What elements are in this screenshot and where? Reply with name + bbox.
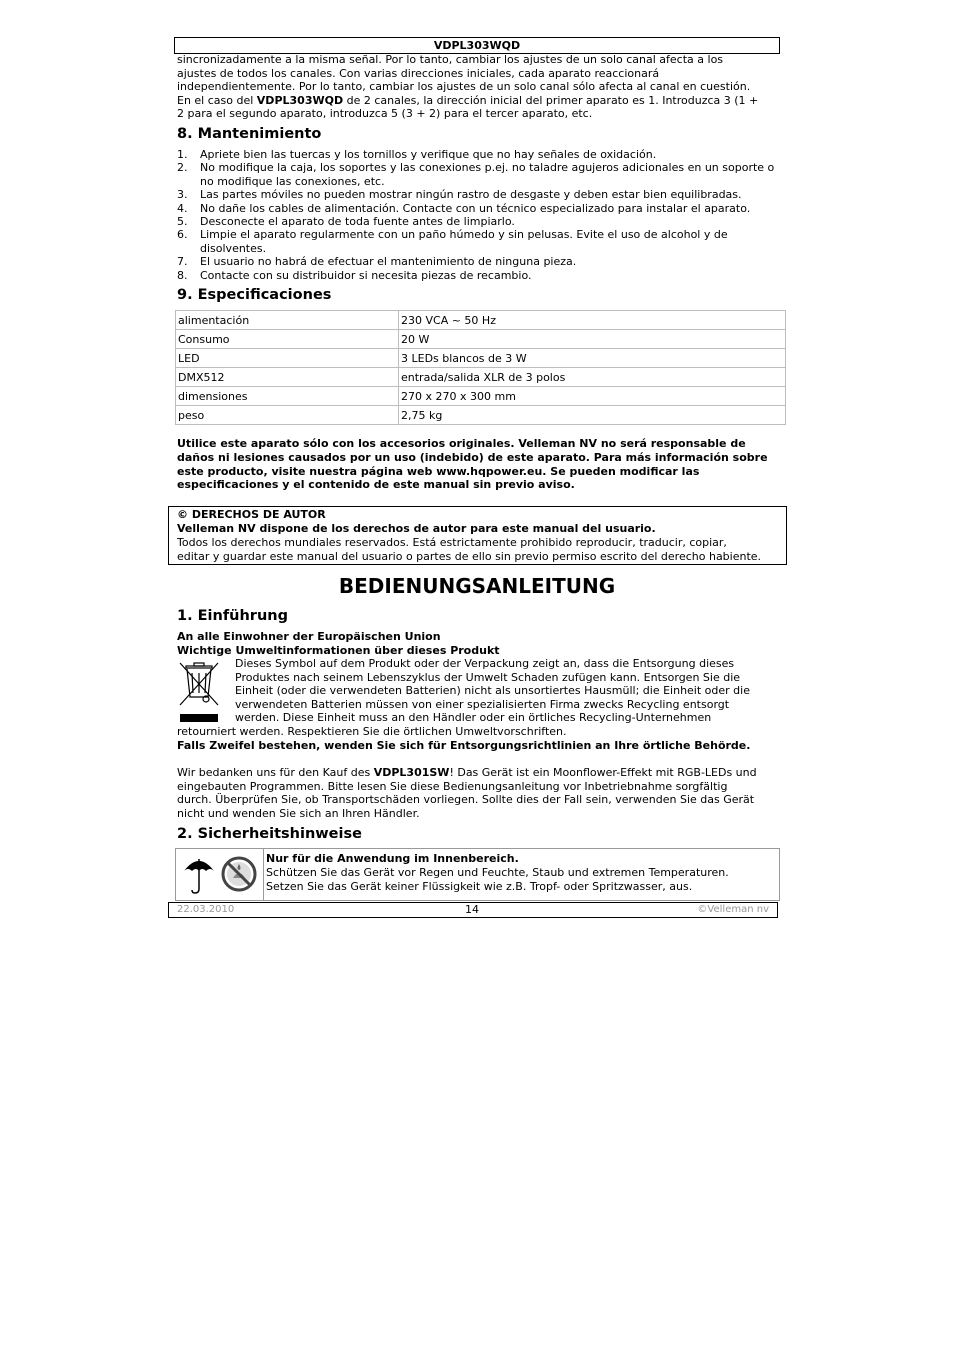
spec-key: peso (176, 406, 399, 425)
table-row (176, 311, 786, 330)
spec-value: 3 LEDs blancos de 3 W (399, 349, 786, 368)
document-header (174, 37, 780, 54)
list-item (177, 255, 777, 268)
table-row (176, 387, 786, 406)
intro-line: independientemente. Por lo tanto, cambiar los ajustes de un solo canal sólo afecta al canal en cuestión. (177, 80, 751, 94)
manual-heading: BEDIENUNGSANLEITUNG (338, 574, 616, 598)
list-item-number: 6. (177, 228, 188, 242)
spec-value: 2,75 kg (399, 406, 786, 425)
intro-line: sincronizadamente a la misma señal. Por lo tanto, cambiar los ajustes de un solo canal afecta a los (177, 53, 724, 66)
list-item-number: 4. (177, 201, 188, 215)
spec-value: 270 x 270 x 300 mm (399, 387, 786, 406)
page-number: 14 (465, 903, 479, 916)
list-item-number: 2. (177, 161, 188, 175)
table-row (176, 406, 786, 425)
maintenance-list (177, 148, 777, 282)
section-title-introduction: 1. Einführung (177, 608, 288, 624)
list-item-text: Limpie el aparato regularmente con un paño húmedo y sin pelusas. Evite el uso de alcohol y de disolventes. (200, 228, 728, 255)
list-item (177, 228, 777, 255)
list-item-text: Contacte con su distribuidor si necesita piezas de recambio. (200, 268, 532, 282)
intro-line: ajustes de todos los canales. Con varias direcciones iniciales, cada aparato reaccionará (177, 66, 660, 80)
table-row (176, 368, 786, 387)
list-item (177, 188, 777, 201)
safety-box: Nur für die Anwendung im Innenbereich. Schützen Sie das Gerät vor Regen und Feuchte, Staub und extremen Temperaturen. Setzen Sie das Gerät keiner Flüssigkeit wie z.B. Tropf- oder Spritzwasser, aus. (175, 848, 780, 901)
eu-notice: An alle Einwohner der Europäischen Union Wichtige Umweltinformationen über dieses Produkt (177, 630, 500, 657)
list-item-number: 8. (177, 268, 188, 282)
model-name: VDPL303WQD (433, 39, 521, 52)
table-row (176, 330, 786, 349)
list-item (177, 202, 777, 215)
list-item (177, 269, 777, 282)
copyright-box: © DERECHOS DE AUTOR Velleman NV dispone de los derechos de autor para este manual del usuario. Todos los derechos mundiales reservados. Está estrictamente prohibido reproducir, traducir, copiar, editar y guardar este manual del usuario o partes de ello sin previo permiso escrito del derecho habiente. (168, 506, 787, 565)
section-title-safety: 2. Sicherheitshinweise (177, 826, 362, 842)
copyright-title: © DERECHOS DE AUTOR (177, 508, 326, 521)
page-footer (168, 902, 778, 918)
weee-text-block: Dieses Symbol auf dem Produkt oder der Verpackung zeigt an, dass die Entsorgung dieses Produktes nach seinem Lebenszyklus der Umwelt Schaden zufügen kann. Entsorgen Sie die Einheit (oder die verwendeten Batterien) nicht als unsortiertes Hausmüll; die Einheit oder die verwendeten Batterien müssen von einer spezialisierten Firma zwecks Recycling entsorgt werden. Diese Einheit muss an den Händler oder ein örtliches Recycling-Unternehmen (235, 657, 750, 725)
section-title-maintenance: 8. Mantenimiento (177, 126, 322, 142)
list-item (177, 215, 777, 228)
list-item-text: No dañe los cables de alimentación. Contacte con un técnico especializado para instalar el aparato. (200, 201, 751, 215)
section-title-specifications: 9. Especificaciones (177, 287, 332, 303)
list-item (177, 148, 777, 161)
list-item-number: 7. (177, 255, 188, 269)
spec-value: 230 VCA ~ 50 Hz (399, 311, 786, 330)
spec-key: LED (176, 349, 399, 368)
specifications-table (175, 310, 786, 425)
spec-key: alimentación (176, 311, 399, 330)
list-item-number: 1. (177, 148, 188, 161)
weee-bin-icon (178, 659, 220, 723)
list-item-text: Desconecte el aparato de toda fuente antes de limpiarlo. (200, 215, 515, 229)
list-item-number: 3. (177, 188, 188, 202)
footer-date: 22.03.2010 (177, 904, 235, 915)
usage-notice: Utilice este aparato sólo con los accesorios originales. Velleman NV no será responsable de daños ni lesiones causados por un uso (indebido) de este aparato. Para más información sobre este producto, visite nuestra página web www.hqpower.eu. Se pueden modificar las especificaciones y el contenido de este manual sin previo aviso. (177, 437, 768, 492)
list-item-text: Apriete bien las tuercas y los tornillos y verifique que no hay señales de oxidación. (200, 148, 657, 161)
spec-value: entrada/salida XLR de 3 polos (399, 368, 786, 387)
list-item-text: No modifique la caja, los soportes y las conexiones p.ej. no taladre agujeros adicionales en un soporte o no modifique las conexiones, etc. (200, 161, 775, 188)
no-water-icon (221, 856, 257, 892)
table-row (176, 349, 786, 368)
intro-line: 2 para el segundo aparato, introduzca 5 (3 + 2) para el tercer aparato, etc. (177, 107, 593, 121)
spec-key: DMX512 (176, 368, 399, 387)
intro-line: En el caso del VDPL303WQD de 2 canales, la dirección inicial del primer aparato es 1. Introduzca 3 (1 + (177, 93, 759, 107)
spec-key: dimensiones (176, 387, 399, 406)
thank-you-paragraph: Wir bedanken uns für den Kauf des VDPL301SW! Das Gerät ist ein Moonflower-Effekt mit RGB-LEDs und eingebauten Programmen. Bitte lesen Sie diese Bedienungsanleitung vor Inbetriebnahme sorgfältig durch. Überprüfen Sie, ob Transportschäden vorliegen. Sollte dies der Fall sein, verwenden Sie das Gerät nicht und wenden Sie sich an Ihren Händler. (177, 766, 757, 820)
list-item-number: 5. (177, 215, 188, 229)
list-item-text: El usuario no habrá de efectuar el mantenimiento de ninguna pieza. (200, 255, 577, 269)
footer-copyright: ©Velleman nv (697, 904, 769, 915)
spec-value: 20 W (399, 330, 786, 349)
list-item (177, 161, 777, 188)
intro-paragraph (177, 53, 781, 121)
list-item-text: Las partes móviles no pueden mostrar ningún rastro de desgaste y deben estar bien equilibradas. (200, 188, 742, 202)
weee-text-continued: retourniert werden. Respektieren Sie die örtlichen Umweltvorschriften. Falls Zweifel bestehen, wenden Sie sich für Entsorgungsrichtlinien an Ihre örtliche Behörde. (177, 725, 751, 752)
spec-key: Consumo (176, 330, 399, 349)
umbrella-icon (182, 855, 216, 895)
